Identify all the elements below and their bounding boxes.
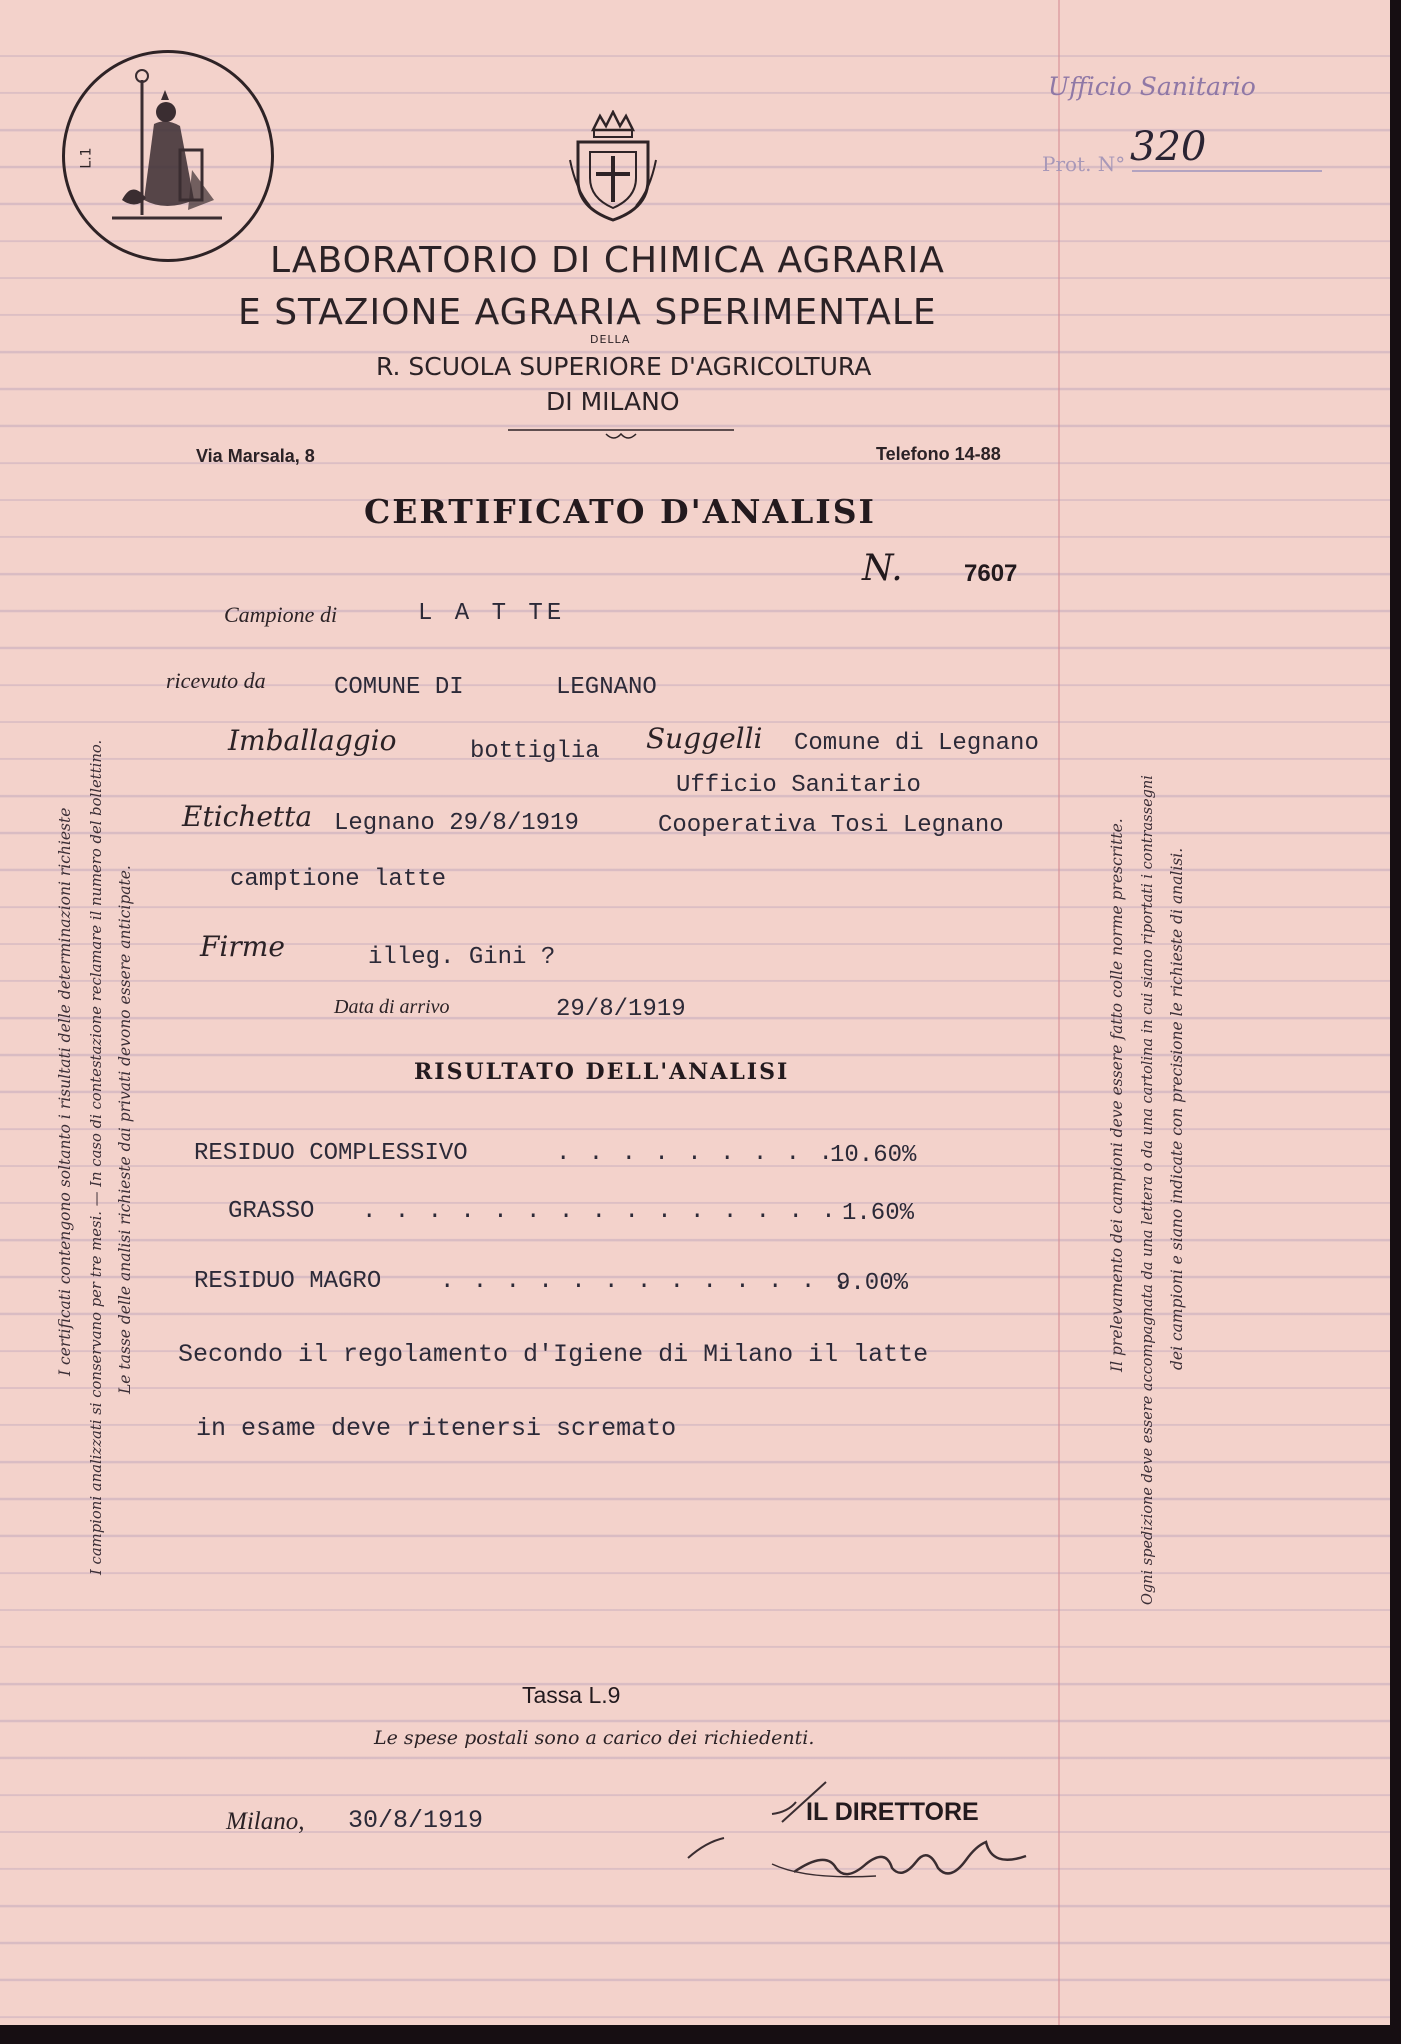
result-label-grasso: GRASSO (228, 1198, 315, 1225)
ricevuto-value-2: LEGNANO (556, 674, 657, 701)
result-label-residuo-magro: RESIDUO MAGRO (194, 1268, 382, 1295)
director-label: IL DIRETTORE (806, 1798, 979, 1826)
della-label: DELLA (590, 333, 631, 346)
address: Via Marsala, 8 (196, 446, 315, 466)
ricevuto-value-1: COMUNE DI (334, 674, 464, 701)
margin-note-left-1: I certificati contengono soltanto i risultati delle determinazioni richieste (56, 807, 74, 1376)
firme-value: illeg. Gini ? (368, 944, 556, 971)
city-name: DI MILANO (546, 387, 680, 416)
result-label-residuo-complessivo: RESIDUO COMPLESSIVO (194, 1140, 468, 1167)
imballaggio-value: bottiglia (470, 738, 600, 765)
firme-label: Firme (200, 930, 285, 963)
seal-code: L.1 (78, 147, 95, 169)
stamp-underline (1132, 170, 1322, 172)
lab-name: LABORATORIO DI CHIMICA AGRARIA (270, 240, 945, 281)
result-dots: . . . . . . . . . (556, 1140, 835, 1167)
result-dots: . . . . . . . . . . . . . (440, 1268, 851, 1295)
etichetta-line3: camptione latte (230, 866, 447, 893)
station-name: E STAZIONE AGRARIA SPERIMENTALE (238, 292, 937, 333)
etichetta-value: Legnano 29/8/1919 (334, 810, 579, 837)
postal-note: Le spese postali sono a carico dei richiedenti. (374, 1727, 815, 1749)
margin-rule (1058, 0, 1060, 2025)
suggelli-line1: Comune di Legnano (794, 730, 1039, 757)
director-signature-icon (676, 1772, 1056, 1892)
arrivo-label: Data di arrivo (334, 996, 450, 1018)
suggelli-line2: Ufficio Sanitario (676, 772, 921, 799)
conclusion-line-1: Secondo il regolamento d'Igiene di Milano il latte (178, 1340, 929, 1369)
royal-crest-icon (568, 110, 658, 222)
number-label: N. (862, 548, 903, 589)
result-value-residuo-complessivo: 10.60% (830, 1142, 917, 1169)
margin-note-left-3: Le tasse delle analisi richieste dai privati devono essere anticipate. (116, 864, 134, 1394)
certificate-number: 7607 (964, 560, 1018, 587)
margin-note-right-1: Il prelevamento dei campioni deve essere fatto colle norme prescritte. (1108, 817, 1126, 1372)
ricevuto-label: ricevuto da (166, 668, 266, 693)
stamp-prot-number: 320 (1130, 124, 1207, 170)
result-dots: . . . . . . . . . . . . . . . (362, 1198, 838, 1225)
etichetta-value-2: Cooperativa Tosi Legnano (658, 812, 1004, 839)
campione-label: Campione di (224, 602, 338, 627)
arrivo-value: 29/8/1919 (556, 996, 686, 1023)
stamp-prot-label: Prot. N° (1042, 152, 1126, 176)
etichetta-label: Etichetta (182, 800, 313, 833)
campione-value: L A T TE (418, 600, 566, 627)
margin-note-right-2: Ogni spedizione deve essere accompagnata da una lettera o da una cartolina in cui siano riportati i contrassegni (1140, 774, 1156, 1605)
imballaggio-label: Imballaggio (228, 724, 397, 757)
margin-note-left-2: I campioni analizzati si conservano per tre mesi. — In caso di contestazione reclamare il numero del bollettino. (88, 739, 105, 1575)
issue-date: 30/8/1919 (348, 1806, 484, 1835)
margin-note-right-3: dei campioni e siano indicate con precisione le richieste di analisi. (1168, 847, 1186, 1370)
phone: Telefono 14-88 (876, 444, 1001, 464)
conclusion-line-2: in esame deve ritenersi scremato (196, 1414, 677, 1443)
certificate-title: CERTIFICATO D'ANALISI (364, 492, 876, 531)
result-value-grasso: 1.60% (842, 1200, 915, 1227)
results-heading: RISULTATO DELL'ANALISI (414, 1059, 790, 1085)
result-value-residuo-magro: 9.00% (836, 1270, 909, 1297)
stamp-office: Ufficio Sanitario (1048, 72, 1256, 101)
suggelli-label: Suggelli (646, 722, 763, 755)
ornament-divider-icon (508, 424, 734, 442)
place: Milano, (226, 1808, 305, 1835)
school-name: R. SCUOLA SUPERIORE D'AGRICOLTURA (376, 352, 872, 381)
tax: Tassa L.9 (522, 1682, 621, 1708)
